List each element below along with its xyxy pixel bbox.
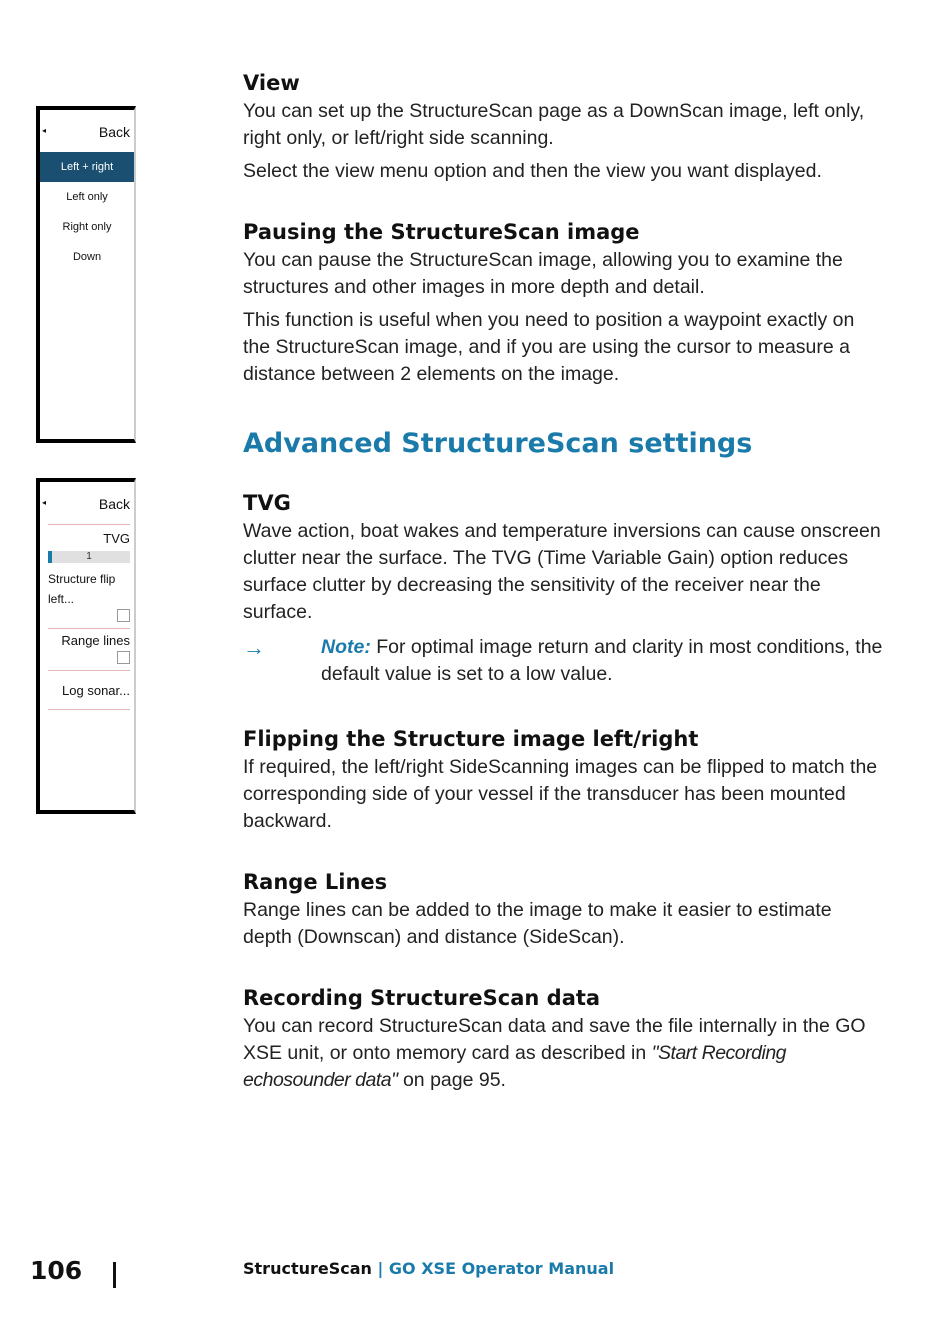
pausing-paragraph-1: You can pause the StructureScan image, allowing you to examine the structures and other images in more depth and detail. (243, 249, 843, 298)
back-label: Back (98, 124, 130, 140)
back-label: Back (98, 496, 130, 512)
divider (48, 709, 130, 710)
back-button[interactable] (40, 110, 134, 152)
structure-flip-checkbox[interactable] (117, 609, 130, 622)
range-lines-setting[interactable] (40, 629, 134, 664)
footer-chapter: StructureScan (243, 1259, 372, 1278)
slider-knob[interactable] (48, 551, 52, 563)
range-lines-label: Range lines (61, 633, 130, 648)
note-label: Note: (321, 636, 371, 658)
recording-paragraph (243, 1013, 883, 1094)
tvg-slider[interactable] (48, 551, 130, 563)
cross-reference-link[interactable]: "Start Recording echosounder data" (243, 1042, 787, 1091)
pausing-paragraph-2: This function is useful when you need to position a waypoint exactly on the StructureScan image, and if you are using the cursor to measure a distance between 2 elements on the image. (243, 309, 855, 385)
chevron-left-icon: ◂ (42, 498, 47, 507)
range-lines-checkbox[interactable] (117, 651, 130, 664)
view-heading: View (243, 71, 300, 95)
footer-title (243, 1259, 614, 1278)
view-option-right-only[interactable]: Right only (62, 221, 112, 233)
log-sonar-label: Log sonar... (62, 683, 130, 698)
view-option-left-right[interactable]: Left + right (40, 152, 134, 182)
tvg-label: TVG (103, 531, 130, 546)
structure-flip-setting[interactable] (40, 569, 134, 622)
back-button[interactable] (40, 482, 134, 524)
structure-flip-label: Structure flip left... (48, 572, 116, 606)
tvg-heading: TVG (243, 491, 291, 515)
footer-divider (113, 1262, 116, 1288)
tvg-setting[interactable] (40, 525, 134, 563)
log-sonar-item[interactable] (40, 671, 134, 709)
range-lines-heading: Range Lines (243, 870, 388, 894)
arrow-right-icon: → (243, 635, 265, 660)
view-option-left-only[interactable]: Left only (66, 191, 108, 203)
note (243, 634, 883, 688)
flipping-paragraph: If required, the left/right SideScanning images can be flipped to match the corresponding side of your vessel if the transducer has been mounted backward. (243, 756, 878, 832)
recording-text-a: You can record StructureScan data and save the file internally in the GO XSE unit, or onto memory card as described in (243, 1015, 866, 1064)
recording-heading: Recording StructureScan data (243, 986, 601, 1010)
footer-separator: | (371, 1259, 389, 1278)
recording-text-b: on page 95. (397, 1069, 506, 1091)
pausing-heading: Pausing the StructureScan image (243, 220, 640, 244)
view-paragraph-1: You can set up the StructureScan page as a DownScan image, left only, right only, or left/right side scanning. (243, 100, 865, 149)
tvg-paragraph: Wave action, boat wakes and temperature inversions can cause onscreen clutter near the surface. The TVG (Time Variable Gain) option reduces surface clutter by decreasing the sensitivity of the receiver near the surface. (243, 520, 881, 623)
flipping-heading: Flipping the Structure image left/right (243, 727, 699, 751)
note-text: For optimal image return and clarity in most conditions, the default value is set to a low value. (321, 636, 883, 685)
view-paragraph-2: Select the view menu option and then the view you want displayed. (243, 160, 822, 182)
note-body (321, 634, 883, 688)
settings-menu (36, 478, 136, 814)
view-option-down[interactable]: Down (72, 251, 102, 263)
chevron-left-icon: ◂ (42, 126, 47, 135)
main-content (243, 68, 883, 1100)
range-lines-paragraph: Range lines can be added to the image to make it easier to estimate depth (Downscan) and distance (SideScan). (243, 899, 832, 948)
footer-manual: GO XSE Operator Manual (388, 1259, 615, 1278)
page-number: 106 (30, 1256, 83, 1285)
advanced-settings-title: Advanced StructureScan settings (243, 428, 753, 459)
tvg-value: 1 (86, 551, 92, 562)
view-menu (36, 106, 136, 443)
